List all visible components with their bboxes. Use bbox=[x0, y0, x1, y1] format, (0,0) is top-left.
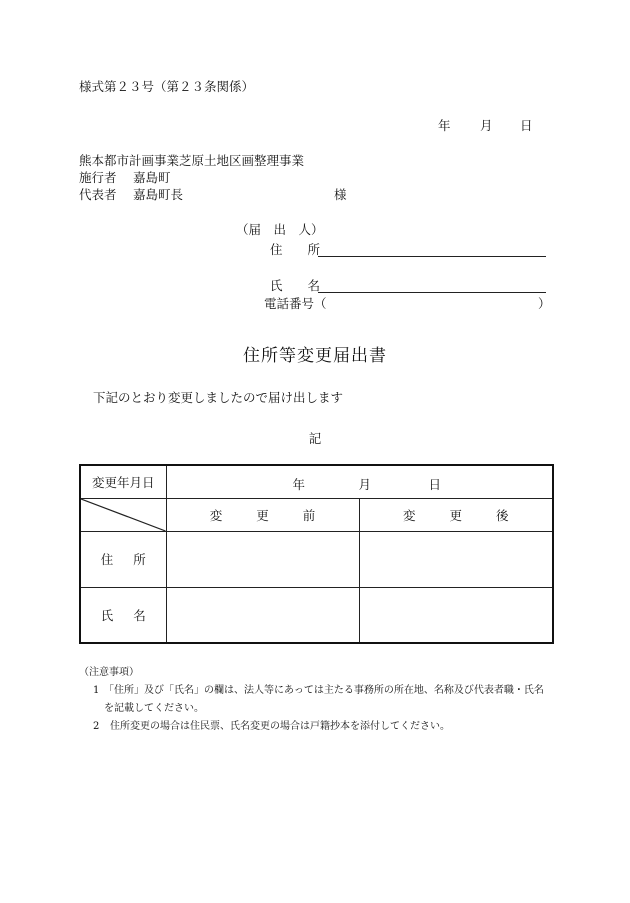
after-char-1: 変 bbox=[402, 507, 416, 523]
note-1-text: 「住所」及び「氏名」の欄は、法人等にあっては主たる事務所の所在地、名称及び代表者職・氏名 bbox=[104, 685, 544, 696]
row-label-address-char-1: 住 bbox=[100, 552, 114, 567]
before-char-2: 更 bbox=[256, 507, 269, 523]
before-char-3: 前 bbox=[302, 507, 316, 523]
date-day-label: 日 bbox=[520, 118, 533, 133]
address-after-cell[interactable] bbox=[359, 531, 553, 587]
name-before-cell[interactable] bbox=[166, 587, 359, 643]
diagonal-cell bbox=[80, 498, 166, 531]
change-date-label: 変更年月日 bbox=[80, 465, 166, 498]
ki-label: 記 bbox=[308, 431, 322, 446]
executor-value: 嘉島町 bbox=[133, 170, 171, 185]
executor-label: 施行者 bbox=[79, 170, 117, 185]
note-1-text-cont: を記載してください。 bbox=[104, 703, 204, 714]
note-2-text: 住所変更の場合は住民票、氏名変更の場合は戸籍抄本を添付してください。 bbox=[110, 721, 450, 732]
address-before-cell[interactable] bbox=[166, 531, 359, 587]
intro-text: 下記のとおり変更しましたので届け出します bbox=[93, 390, 344, 405]
after-header bbox=[359, 498, 553, 531]
date-year-label: 年 bbox=[438, 118, 451, 133]
note-1-number: 1 bbox=[93, 685, 100, 696]
row-label-address-char-2: 所 bbox=[133, 552, 146, 567]
form-number: 様式第２３号（第２３条関係） bbox=[79, 79, 255, 94]
phone-close: ） bbox=[538, 296, 551, 311]
change-table bbox=[79, 464, 554, 644]
name-label: 氏 名 bbox=[270, 278, 321, 293]
change-date-month: 月 bbox=[358, 477, 372, 492]
honorific: 様 bbox=[334, 187, 347, 202]
change-date-year: 年 bbox=[292, 477, 306, 492]
address-line[interactable] bbox=[318, 256, 546, 257]
representative-value: 嘉島町長 bbox=[133, 187, 184, 202]
row-label-name-char-2: 名 bbox=[133, 607, 146, 623]
document-title: 住所等変更届出書 bbox=[243, 346, 387, 366]
change-date-day: 日 bbox=[428, 477, 442, 492]
after-char-2: 更 bbox=[449, 507, 462, 523]
applicant-heading: （届 出 人） bbox=[236, 222, 324, 237]
date-month-label: 月 bbox=[480, 118, 493, 133]
row-label-name-char-1: 氏 bbox=[100, 607, 114, 623]
change-date-cell[interactable] bbox=[166, 465, 553, 498]
row-label-name bbox=[80, 587, 166, 643]
name-line[interactable] bbox=[318, 292, 546, 293]
before-header bbox=[166, 498, 359, 531]
project-name: 熊本都市計画事業芝原土地区画整理事業 bbox=[79, 153, 305, 168]
representative-label: 代表者 bbox=[79, 187, 117, 202]
name-after-cell[interactable] bbox=[359, 587, 553, 643]
address-label: 住 所 bbox=[270, 242, 321, 257]
note-2-number: 2 bbox=[93, 721, 100, 732]
after-char-3: 後 bbox=[496, 507, 509, 523]
before-char-1: 変 bbox=[209, 507, 223, 523]
row-label-address bbox=[80, 531, 166, 587]
diagonal-line bbox=[81, 499, 166, 531]
notes-heading: （注意事項） bbox=[79, 667, 139, 678]
phone-label: 電話番号（ bbox=[264, 296, 327, 311]
